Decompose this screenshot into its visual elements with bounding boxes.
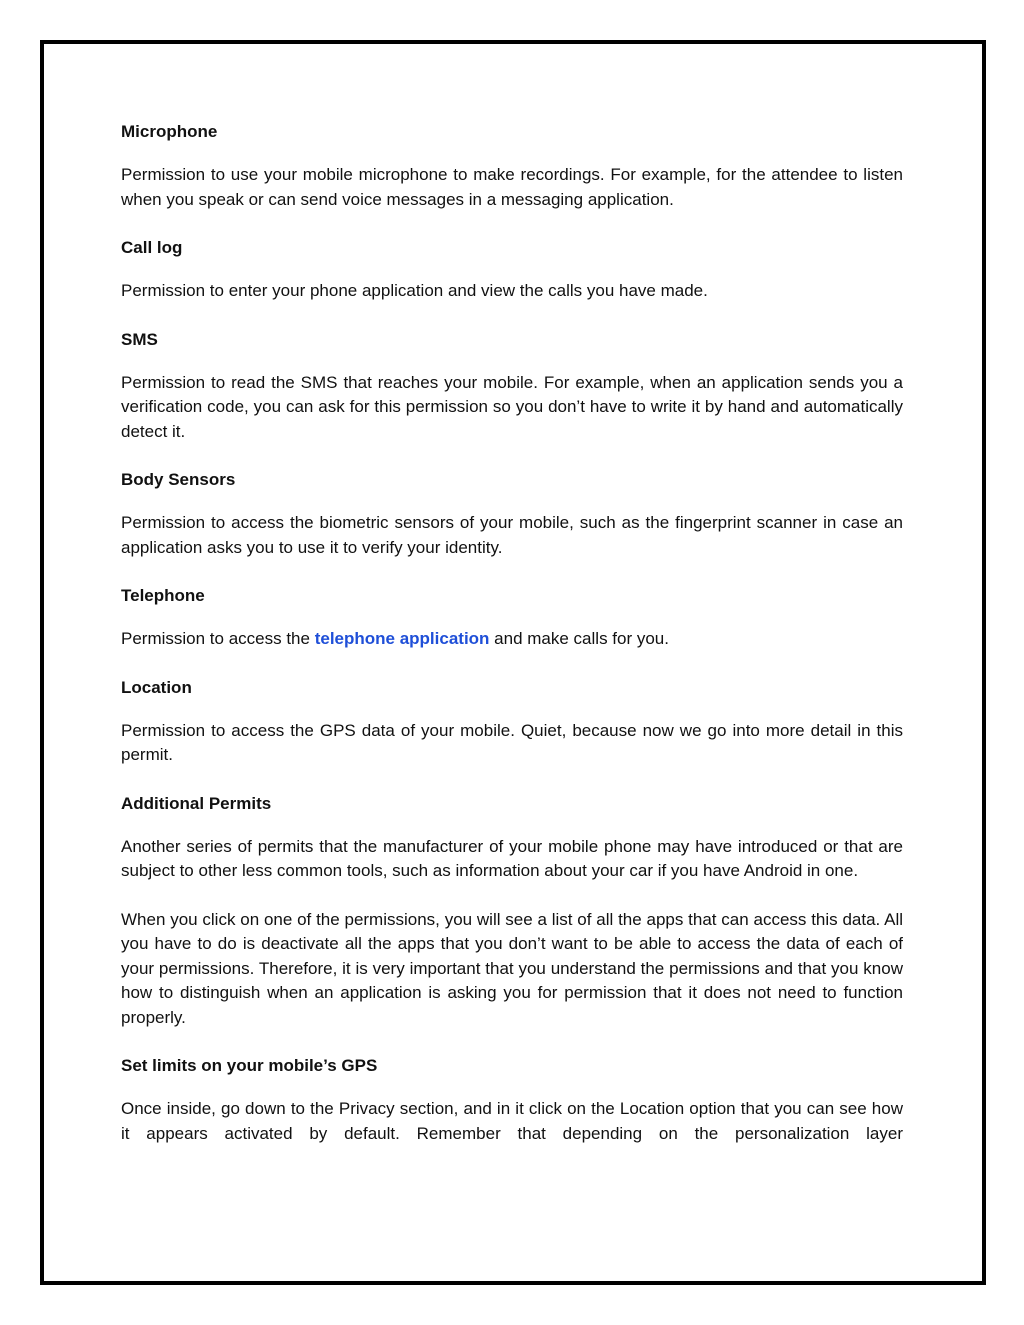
telephone-application-link[interactable]: telephone application <box>314 629 490 648</box>
paragraph-location: Permission to access the GPS data of your mobile. Quiet, because now we go into more detail in this permit. <box>121 720 903 764</box>
heading-body-sensors: Body Sensors <box>121 470 236 489</box>
telephone-text-after: and make calls for you. <box>489 629 669 648</box>
heading-set-limits-gps: Set limits on your mobile’s GPS <box>121 1056 378 1075</box>
document-content <box>121 120 903 1170</box>
paragraph-sms: Permission to read the SMS that reaches your mobile. For example, when an application sends you a verification code, you can ask for this permission so you don’t have to write it by hand and automatically detect it. <box>121 372 903 441</box>
paragraph-body-sensors: Permission to access the biometric sensors of your mobile, such as the fingerprint scanner in case an application asks you to use it to verify your identity. <box>121 513 903 557</box>
heading-microphone: Microphone <box>121 122 218 141</box>
paragraph-microphone: Permission to use your mobile microphone to make recordings. For example, for the attendee to listen when you speak or can send voice messages in a messaging application. <box>121 165 903 209</box>
heading-telephone: Telephone <box>121 586 205 605</box>
heading-additional-permits: Additional Permits <box>121 793 272 813</box>
telephone-text-before: Permission to access the <box>121 629 315 648</box>
heading-call-log: Call log <box>121 238 183 257</box>
heading-location: Location <box>121 677 192 697</box>
paragraph-permissions-list: When you click on one of the permissions, you will see a list of all the apps that can access this data. All you have to do is deactivate all the apps that you don’t want to be able to access the data of each of your permissions. Therefore, it is very important that you understand the permissions and that you know how to distinguish when an application is asking you for permission that it does not need to function properly. <box>121 909 903 1027</box>
paragraph-set-limits-gps: Once inside, go down to the Privacy section, and in it click on the Location option that you can see how it appears activated by default. Remember that depending on the personalization layer <box>121 1099 903 1143</box>
paragraph-call-log: Permission to enter your phone application and view the calls you have made. <box>121 281 708 300</box>
heading-sms: SMS <box>121 329 158 349</box>
paragraph-telephone <box>121 627 903 652</box>
paragraph-additional-permits: Another series of permits that the manufacturer of your mobile phone may have introduced or that are subject to other less common tools, such as information about your car if you have Android in one. <box>121 836 903 880</box>
